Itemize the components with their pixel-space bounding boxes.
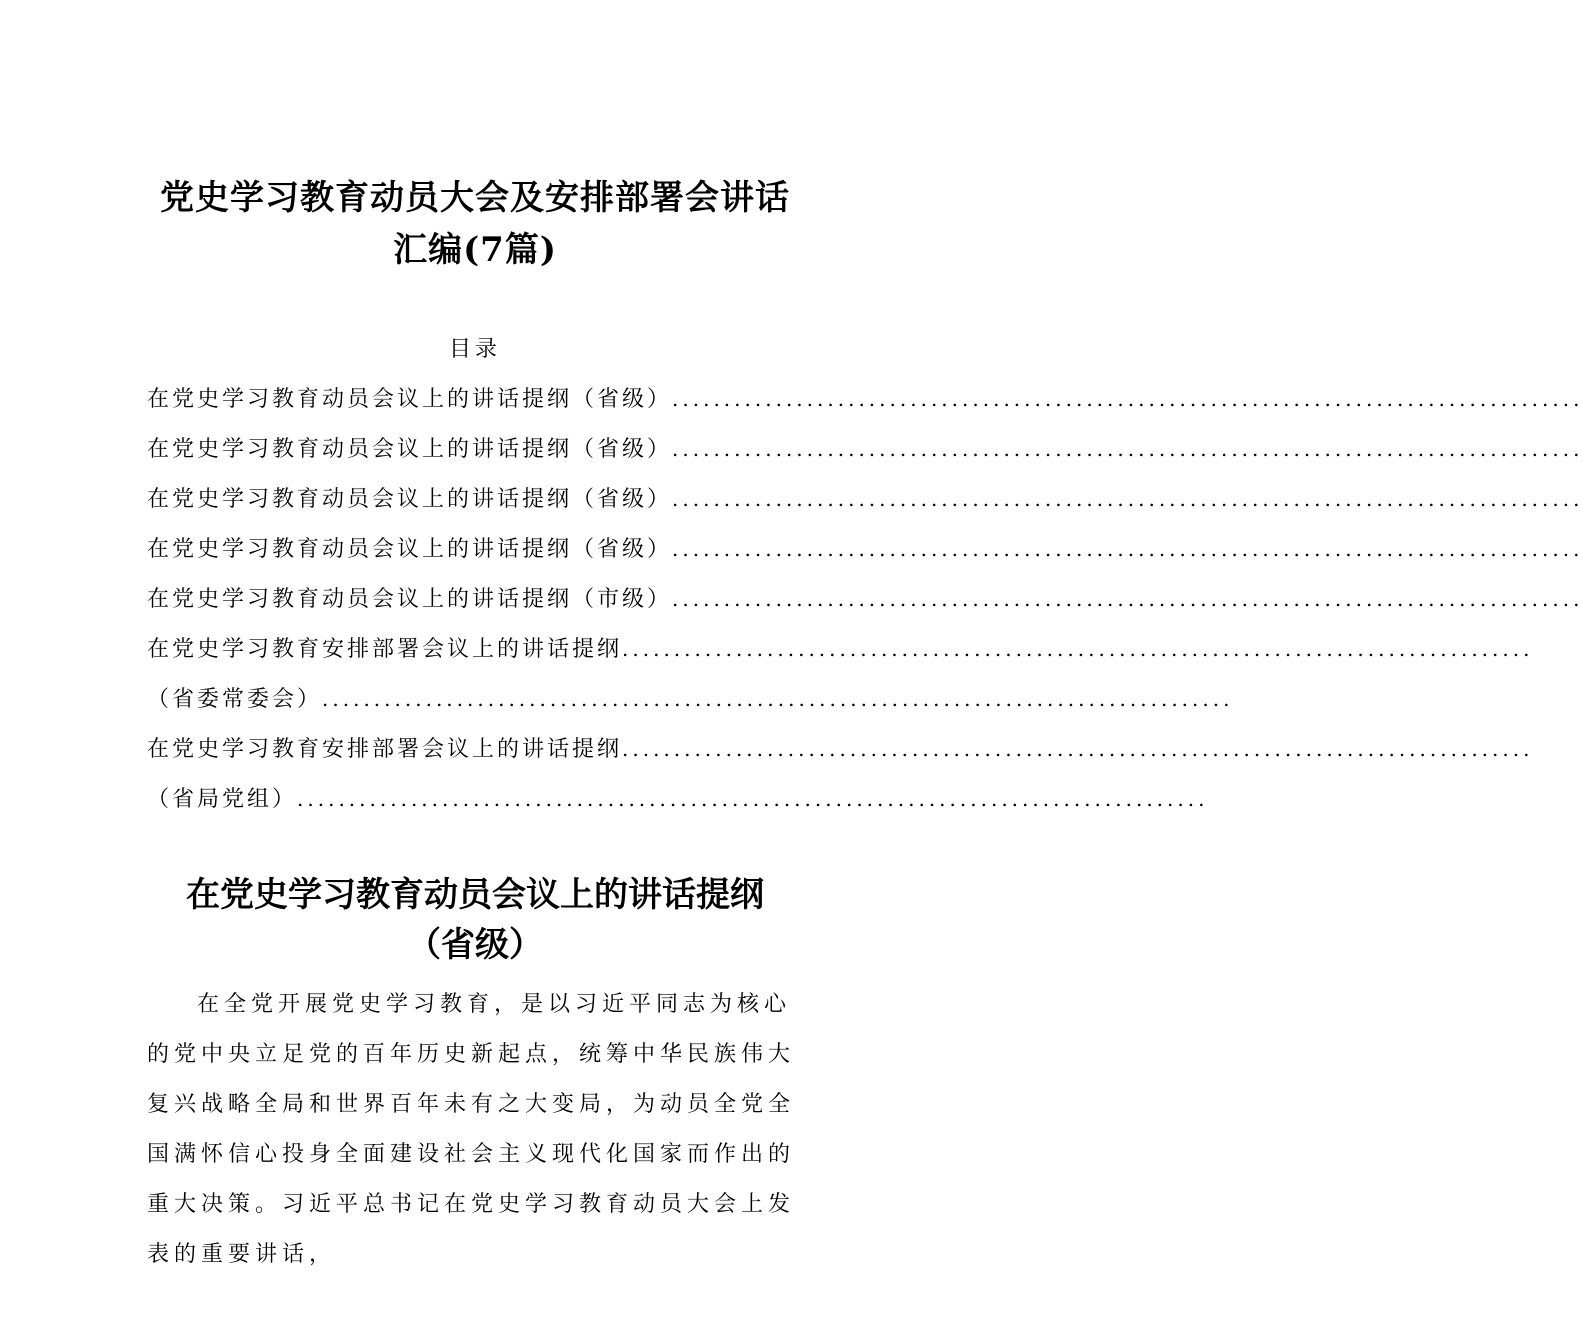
toc-entry-label: 在党史学习教育动员会议上的讲话提纲（省级）: [147, 537, 673, 562]
section-title-line-2: （省级）: [407, 925, 543, 965]
toc-entry[interactable]: [147, 783, 1209, 833]
toc-heading: 目录: [448, 337, 501, 362]
toc-entry-label: 在党史学习教育动员会议上的讲话提纲（市级）: [147, 587, 673, 612]
toc-entry[interactable]: [147, 683, 1234, 733]
toc-entry[interactable]: [147, 383, 1583, 433]
toc-dot-leader: ........................................................................................: [672, 437, 1583, 461]
toc-entry[interactable]: [147, 633, 1534, 683]
toc-dot-leader: ........................................................................................: [672, 487, 1583, 511]
document-title-line-1: 党史学习教育动员大会及安排部署会讲话: [160, 178, 790, 218]
toc-entry-label: 在党史学习教育安排部署会议上的讲话提纲: [147, 637, 623, 662]
section-title-line-1: 在党史学习教育动员会议上的讲话提纲: [186, 875, 764, 915]
toc-entry-label: 在党史学习教育动员会议上的讲话提纲（省级）: [147, 437, 673, 462]
toc-dot-leader: ........................................................................................: [622, 737, 1534, 761]
toc-dot-leader: ........................................................................................: [672, 387, 1583, 411]
toc-entry-label: 在党史学习教育动员会议上的讲话提纲（省级）: [147, 387, 673, 412]
document-title-line-2: 汇编(7篇): [393, 230, 557, 270]
toc-dot-leader: ........................................................................................: [622, 637, 1534, 661]
section-paragraph: 在全党开展党史学习教育，是以习近平同志为核心的党中央立足党的百年历史新起点，统筹中华民族伟大复兴战略全局和世界百年未有之大变局，为动员全党全国满怀信心投身全面建设社会主义现代化国家而作出的重大决策。习近平总书记在党史学习教育动员大会上发表的重要讲话，: [147, 992, 796, 1267]
toc-dot-leader: ........................................................................................: [297, 787, 1209, 811]
toc-entry-label: 在党史学习教育安排部署会议上的讲话提纲: [147, 737, 623, 762]
toc-entry[interactable]: [147, 583, 1583, 633]
toc-entry[interactable]: [147, 483, 1583, 533]
toc-entry[interactable]: [147, 733, 1534, 783]
toc-entry[interactable]: [147, 433, 1583, 483]
toc-entry-label: 在党史学习教育动员会议上的讲话提纲（省级）: [147, 487, 673, 512]
toc-dot-leader: ........................................................................................: [672, 537, 1583, 561]
toc-entry[interactable]: [147, 533, 1583, 583]
toc-entry-label: （省委常委会）: [147, 687, 323, 712]
table-of-contents: [147, 383, 1583, 833]
toc-dot-leader: ........................................................................................: [322, 687, 1234, 711]
toc-dot-leader: ........................................................................................: [672, 587, 1583, 611]
toc-entry-label: （省局党组）: [147, 787, 298, 812]
